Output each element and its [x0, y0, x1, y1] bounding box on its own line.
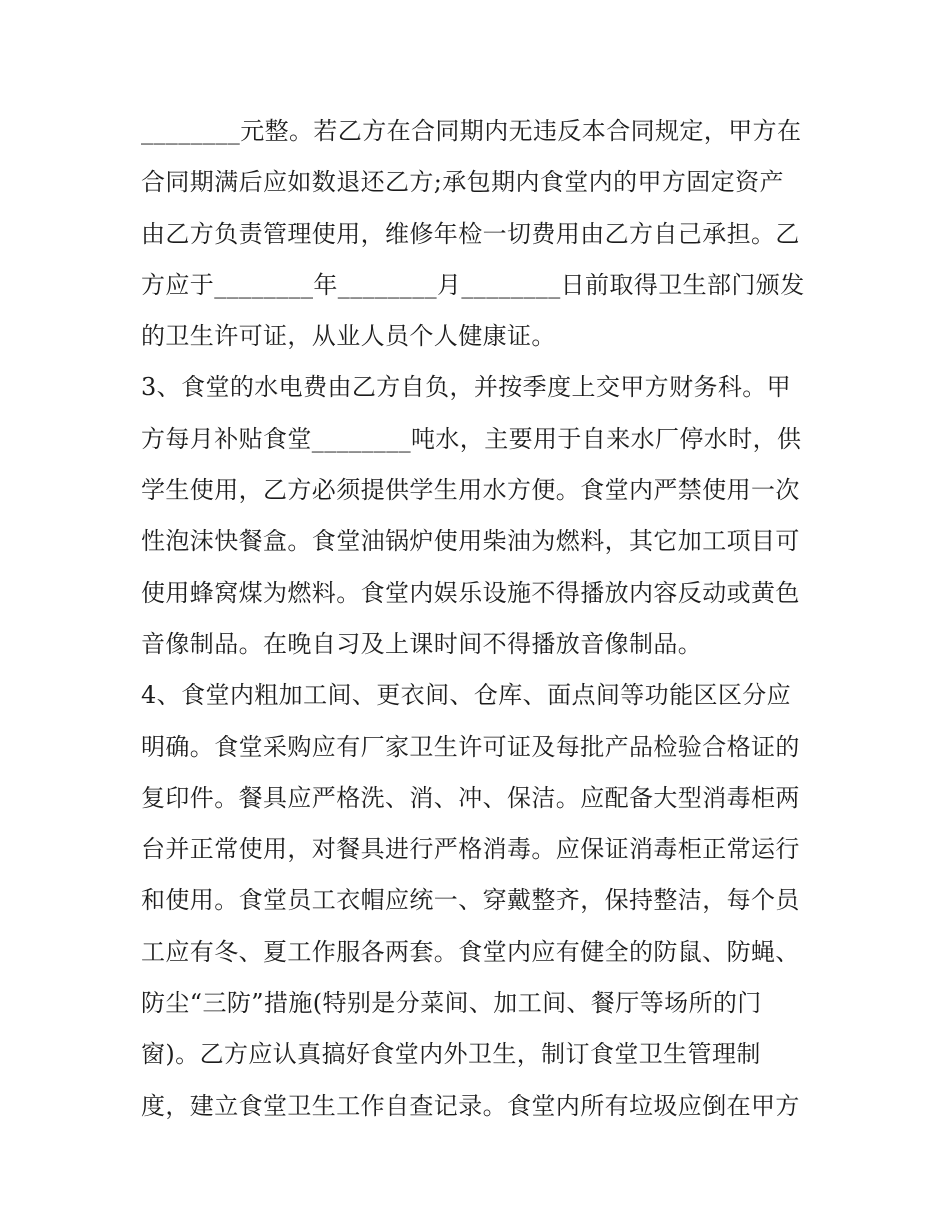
text-line: ________元整。若乙方在合同期内无违反本合同规定，甲方在 — [141, 117, 802, 145]
text-line: 台并正常使用，对餐具进行严格消毒。应保证消毒柜正常运行 — [141, 835, 800, 864]
text-line: 由乙方负责管理使用，维修年检一切费用由乙方自己承担。乙 — [141, 219, 800, 248]
text-line: 3、食堂的水电费由乙方自负，并按季度上交甲方财务科。甲 — [141, 373, 792, 402]
text-line: 防尘“三防”措施(特别是分菜间、加工间、餐厅等场所的门 — [141, 989, 762, 1018]
text-line: 合同期满后应如数退还乙方;承包期内食堂内的甲方固定资产 — [141, 168, 784, 197]
text-line: 度，建立食堂卫生工作自查记录。食堂内所有垃圾应倒在甲方 — [141, 1091, 800, 1120]
text-line: 的卫生许可证，从业人员个人健康证。 — [141, 322, 556, 351]
text-line: 明确。食堂采购应有厂家卫生许可证及每批产品检验合格证的 — [141, 732, 800, 761]
text-line: 4、食堂内粗加工间、更衣间、仓库、面点间等功能区区分应 — [141, 681, 792, 710]
text-line: 复印件。餐具应严格洗、消、冲、保洁。应配备大型消毒柜两 — [141, 783, 800, 812]
text-line: 使用蜂窝煤为燃料。食堂内娱乐设施不得播放内容反动或黄色 — [141, 578, 800, 607]
text-line: 方每月补贴食堂________吨水，主要用于自来水厂停水时，供 — [141, 424, 802, 453]
text-line: 音像制品。在晚自习及上课时间不得播放音像制品。 — [141, 629, 703, 658]
text-line: 窗)。乙方应认真搞好食堂内外卫生，制订食堂卫生管理制 — [141, 1040, 761, 1069]
text-line: 和使用。食堂员工衣帽应统一、穿戴整齐，保持整洁，每个员 — [141, 886, 800, 915]
text-line: 工应有冬、夏工作服各两套。食堂内应有健全的防鼠、防蝇、 — [141, 937, 800, 966]
text-line: 方应于________年________月________日前取得卫生部门颁发 — [141, 270, 805, 299]
document-body — [141, 106, 841, 1132]
text-line: 性泡沫快餐盒。食堂油锅炉使用柴油为燃料，其它加工项目可 — [141, 527, 800, 556]
text-line: 学生使用，乙方必须提供学生用水方便。食堂内严禁使用一次 — [141, 476, 800, 505]
